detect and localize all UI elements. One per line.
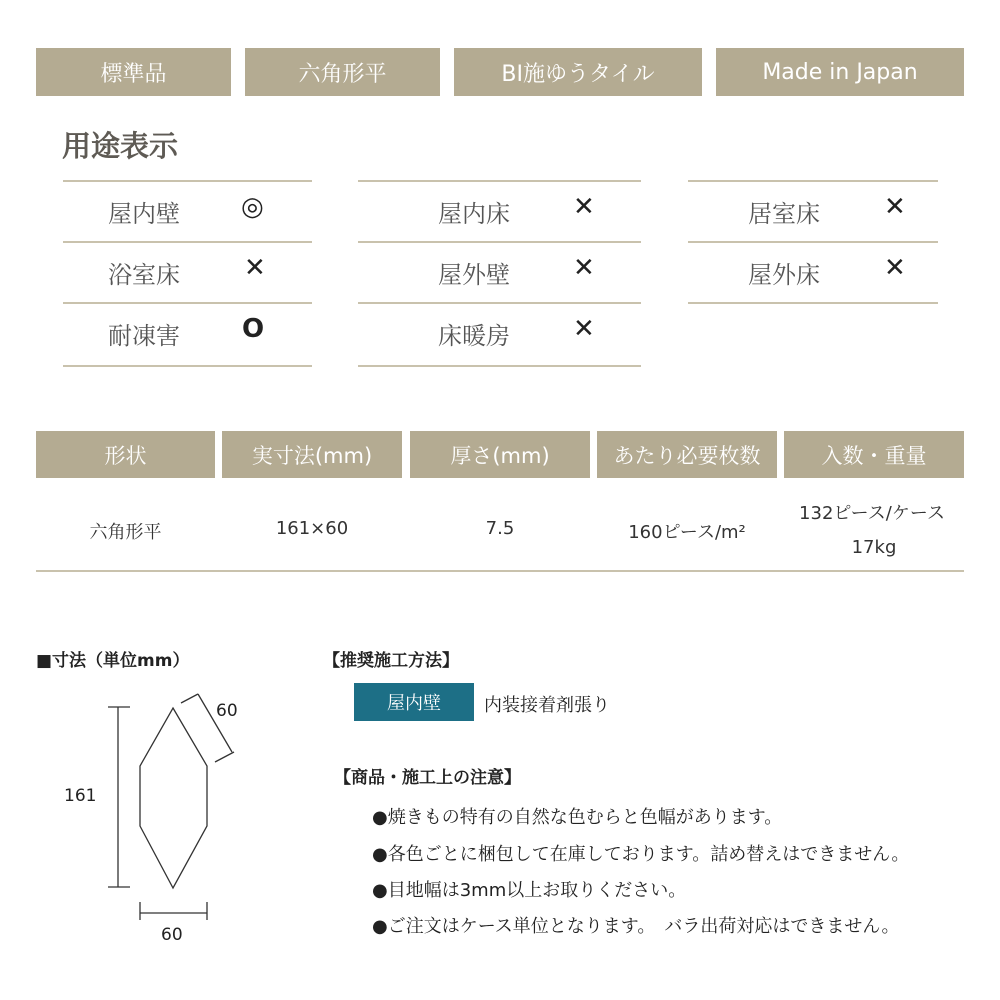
usage-mark: ✕ (244, 253, 266, 283)
usage-mark: O (242, 314, 265, 344)
tag-standard: 標準品 (36, 48, 231, 96)
usage-label: 耐凍害 (108, 322, 180, 350)
usage-label: 居室床 (748, 200, 820, 228)
dimension-width-label: 60 (161, 925, 183, 945)
usage-label: 浴室床 (108, 261, 180, 289)
note-item: ●ご注文はケース単位となります。 バラ出荷対応はできません。 (372, 916, 900, 937)
usage-mark: ✕ (573, 314, 595, 344)
spec-header-per-m2: あたり必要枚数 (597, 431, 777, 478)
usage-mark: ✕ (573, 253, 595, 283)
side-dimension-tick-top (181, 694, 198, 703)
usage-title: 用途表示 (62, 129, 179, 163)
note-item: ●焼きもの特有の自然な色むらと色幅があります。 (372, 807, 783, 828)
notes-label: 【商品・施工上の注意】 (334, 768, 521, 788)
usage-mark: ✕ (573, 192, 595, 222)
note-item: ●各色ごとに梱包して在庫しております。詰め替えはできません。 (372, 844, 910, 865)
dimension-side-label: 60 (216, 701, 238, 721)
hexagon-tile-outline (140, 708, 207, 888)
spec-value-size: 161×60 (275, 518, 349, 539)
usage-mark: ◎ (241, 192, 264, 222)
spec-header-shape: 形状 (36, 431, 215, 478)
usage-label: 屋外壁 (438, 261, 510, 289)
spec-header-size: 実寸法(mm) (222, 431, 402, 478)
usage-label: 屋外床 (748, 261, 820, 289)
side-dimension-tick-bottom (215, 752, 234, 762)
spec-value-count: 132ピース/ケース (799, 503, 945, 524)
dimension-height-label: 161 (64, 786, 97, 806)
spec-value-thickness: 7.5 (485, 518, 515, 539)
tag-glaze: BI施ゆうタイル (454, 48, 702, 96)
usage-mark: ✕ (884, 192, 906, 222)
usage-label: 屋内壁 (108, 200, 180, 228)
usage-label: 床暖房 (438, 322, 510, 350)
spec-header-thickness: 厚さ(mm) (410, 431, 590, 478)
note-item: ●目地幅は3mm以上お取りください。 (372, 880, 687, 901)
tag-shape: 六角形平 (245, 48, 440, 96)
spec-value-shape: 六角形平 (89, 522, 162, 543)
method-badge: 屋内壁 (354, 683, 474, 721)
tag-origin: Made in Japan (716, 48, 964, 96)
usage-mark: ✕ (884, 253, 906, 283)
dimension-label: ■寸法（単位mm） (36, 651, 190, 671)
spec-value-weight: 17kg (851, 537, 897, 558)
spec-value-per-m2: 160ピース/m² (628, 522, 746, 543)
spec-header-count-weight: 入数・重量 (784, 431, 964, 478)
usage-label: 屋内床 (438, 200, 510, 228)
method-text: 内装接着剤張り (484, 695, 610, 716)
method-label: 【推奨施工方法】 (323, 651, 459, 671)
